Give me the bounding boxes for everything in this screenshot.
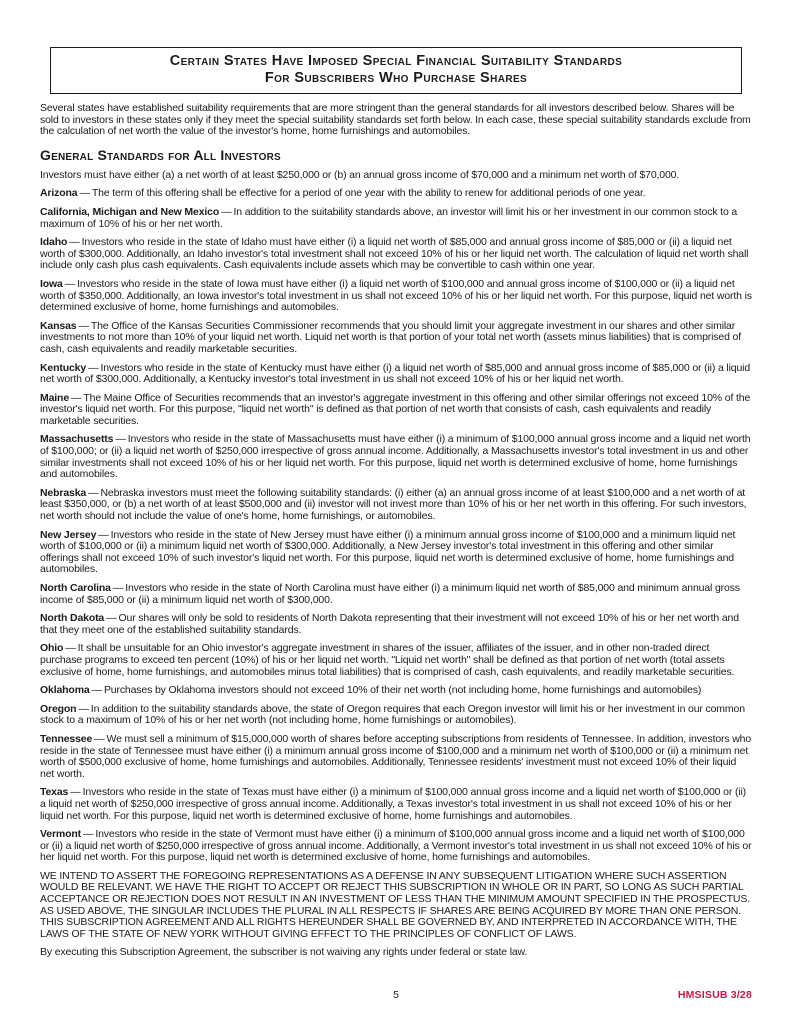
state-paragraph bbox=[40, 787, 752, 822]
em-dash: — bbox=[98, 528, 109, 541]
paragraph-text: Investors who reside in the state of New Jersey must have either (i) a minimum annual gross income of $100,000 and a minimum liquid net worth of $100,000 or (ii) a minimum liquid net worth of $300,000. Additionally, a New Jersey investor's total investment in this offering and other similar offerings shall not exceed 10% of such investor's liquid net worth. For this purpose, liquid net worth is determined exclusive of home, home furnishings and automobiles. bbox=[40, 528, 736, 576]
body-paragraph bbox=[40, 170, 752, 182]
state-paragraph bbox=[40, 643, 752, 678]
paragraph-text: In addition to the suitability standards above, an investor will limit his or her investment in our common stock to a maximum of 10% of his or her net worth. bbox=[40, 205, 738, 230]
state-name: Texas bbox=[40, 786, 69, 799]
doc-code: HMSISUB 3/28 bbox=[677, 989, 752, 1001]
paragraph-text: Investors who reside in the state of Kentucky must have either (i) a liquid net worth of $85,000 and annual gross income of $85,000 or (ii) a liquid net worth of $300,000. Additionally, a Kentucky investor's total investment in us shall not exceed 10% of his or her liquid net worth. bbox=[40, 361, 751, 386]
state-paragraph bbox=[40, 829, 752, 864]
paragraph-text: Investors who reside in the state of Vermont must have either (i) a minimum of $100,000 annual gross income and a liquid net worth of $100,000 or (ii) a liquid net worth of $250,000 irrespective of gross annual income. Additionally, a Vermont investor's total investment in us shall not exceed 10% of his or her liquid net worth. For this purpose, liquid net worth is determined exclusive of home, home furnishings and automobiles. bbox=[40, 828, 752, 864]
em-dash: — bbox=[82, 828, 94, 841]
state-paragraph bbox=[40, 734, 752, 780]
state-name: Idaho bbox=[40, 236, 68, 249]
em-dash: — bbox=[88, 486, 99, 499]
em-dash: — bbox=[221, 205, 232, 218]
state-paragraph bbox=[40, 685, 752, 697]
state-paragraph bbox=[40, 207, 752, 230]
em-dash: — bbox=[88, 361, 99, 374]
state-paragraph bbox=[40, 363, 752, 386]
state-paragraph bbox=[40, 530, 752, 576]
paragraph-text: Our shares will only be sold to residents of North Dakota representing that their investment will not exceed 10% of his or her net worth and that they meet one of the established suitability standards. bbox=[40, 612, 739, 636]
em-dash: — bbox=[69, 236, 80, 249]
state-paragraph bbox=[40, 613, 752, 636]
state-name: Oklahoma bbox=[40, 684, 90, 697]
state-paragraph bbox=[40, 279, 752, 314]
paragraph-list bbox=[40, 170, 752, 959]
body-paragraph bbox=[40, 871, 752, 941]
state-paragraph bbox=[40, 237, 752, 272]
paragraph-text: We must sell a minimum of $15,000,000 worth of shares before accepting subscriptions from residents of Tennessee. In addition, investors who reside in the state of Tennessee must have either (i) a minimum annual gross income of $100,000 and a minimum net worth of $100,000 or (ii) a minimum net worth of $500,000 exclusive of home, home furnishings and automobiles. Additionally, Tennessee residents' investment must not exceed 10% of their liquid net worth. bbox=[40, 732, 752, 780]
em-dash: — bbox=[106, 612, 117, 625]
body-paragraph bbox=[40, 947, 752, 959]
state-name: Nebraska bbox=[40, 486, 87, 499]
paragraph-text: In addition to the suitability standards above, the state of Oregon requires that each Oregon investor will limit his or her investment in our common stock to a maximum of 10% of his or her net worth (not including home, home furnishings or automobiles). bbox=[40, 702, 745, 727]
paragraph-text: Purchases by Oklahoma investors should not exceed 10% of their net worth (not including home, home furnishings and automobiles) bbox=[103, 684, 702, 697]
em-dash: — bbox=[71, 391, 82, 404]
page-number: 5 bbox=[393, 989, 399, 1001]
paragraph-text: The Maine Office of Securities recommends that an investor's aggregate investment in this offering and other similar offerings not exceed 10% of the investor's liquid net worth. For this purpose, "liquid net worth" is defined as that portion of net worth that consists of cash, cash equivalents and readily marketable securities. bbox=[40, 391, 751, 427]
title-line-2: For Subscribers Who Purchase Shares bbox=[264, 70, 528, 86]
state-name: Arizona bbox=[40, 187, 78, 200]
paragraph-text: Investors who reside in the state of Massachusetts must have either (i) a minimum of $100,000 annual gross income and a liquid net worth of $100,000; or (ii) a liquid net worth of $250,000 irrespective of gross annual income. Additionally, a Massachusetts investor's total investment in us and other similar investments shall not exceed 10% of his or her liquid net worth. For this purpose, liquid net worth is determined exclusive of home, home furnishings and automobiles. bbox=[40, 433, 751, 481]
state-name: Ohio bbox=[40, 642, 64, 655]
paragraph-text: The Office of the Kansas Securities Commissioner recommends that you should limit your aggregate investment in our shares and other similar investments to not more than 10% of your liquid net worth. Liquid net worth is that portion of your total net worth (assets minus liabilities) that is comprised of cash, cash equivalents and readily marketable securities. bbox=[40, 319, 741, 355]
paragraph-text: Investors who reside in the state of North Carolina must have either (i) a minimum liquid net worth of $85,000 and minimum annual gross income of $85,000 or (ii) a minimum liquid net worth of $300,000. bbox=[40, 582, 740, 606]
title-line-1: Certain States Have Imposed Special Financial Suitability Standards bbox=[169, 53, 623, 69]
state-paragraph bbox=[40, 704, 752, 727]
intro-paragraph: Several states have established suitability requirements that are more stringent than the general standards for all investors described below. Shares will be sold to investors in these states only if they meet the special suitability standards set forth below. In each case, these special suitability standards exclude from the calculation of net worth the value of the investor's home, home furnishings and automobiles. bbox=[40, 102, 751, 138]
state-name: Kentucky bbox=[40, 361, 87, 374]
paragraph-text: Investors who reside in the state of Iowa must have either (i) a liquid net worth of $100,000 and annual gross income of $100,000 or (ii) a liquid net worth of $350,000. Additionally, an Iowa investor's total investment in us shall not exceed 10% of his or her liquid net worth. For this purpose, liquid net worth is determined exclusive of home, home furnishings and automobiles. bbox=[40, 277, 752, 314]
em-dash: — bbox=[112, 582, 124, 594]
state-name: Kansas bbox=[40, 319, 77, 332]
paragraph-text: By executing this Subscription Agreement, the subscriber is not waiving any rights under federal or state law. bbox=[40, 946, 528, 959]
paragraph-text: WE INTEND TO ASSERT THE FOREGOING REPRESENTATIONS AS A DEFENSE IN ANY SUBSEQUENT LITIGATION WHERE SUCH ASSERTION WOULD BE RELEVANT. WE HAVE THE RIGHT TO ACCEPT OR REJECT THIS SUBSCRIPTION IN WHOLE OR IN PART, SO LONG AS SUCH PARTIAL ACCEPTANCE OR REJECTION DOES NOT RESULT IN AN INVESTMENT OF LESS THAN THE MINIMUM AMOUNT SPECIFIED IN THE PROSPECTUS. AS USED ABOVE, THE SINGULAR INCLUDES THE PLURAL IN ALL RESPECTS IF SHARES ARE BEING ACQUIRED BY MORE THAN ONE PERSON. THIS SUBSCRIPTION AGREEMENT AND ALL RIGHTS HEREUNDER SHALL BE GOVERNED BY, AND INTERPRETED IN ACCORDANCE WITH, THE LAWS OF THE STATE OF NEW YORK WITHOUT GIVING EFFECT TO THE PRINCIPLES OF CONFLICT OF LAWS. bbox=[40, 869, 750, 940]
em-dash: — bbox=[79, 187, 90, 200]
state-name: Tennessee bbox=[40, 732, 93, 745]
state-name: Massachusetts bbox=[40, 433, 114, 446]
state-name: Vermont bbox=[40, 828, 81, 841]
state-paragraph bbox=[40, 393, 752, 428]
em-dash: — bbox=[78, 319, 89, 332]
page-footer bbox=[40, 990, 752, 1004]
section-heading: General Standards for All Investors bbox=[40, 146, 281, 163]
paragraph-text: Investors must have either (a) a net worth of at least $250,000 or (b) an annual gross income of $70,000 and a minimum net worth of $70,000. bbox=[40, 168, 680, 181]
state-name: California, Michigan and New Mexico bbox=[40, 205, 220, 218]
em-dash: — bbox=[64, 277, 76, 290]
state-name: New Jersey bbox=[40, 528, 97, 541]
state-paragraph bbox=[40, 488, 752, 523]
em-dash: — bbox=[94, 732, 105, 745]
state-name: Oregon bbox=[40, 702, 77, 715]
em-dash: — bbox=[91, 684, 102, 697]
state-paragraph bbox=[40, 583, 752, 606]
paragraph-text: Investors who reside in the state of Idaho must have either (i) a liquid net worth of $85,000 and annual gross income of $85,000 or (ii) a liquid net worth of $300,000. Additionally, an Idaho investor's total investment shall not exceed 10% of his or her liquid net worth. The calculation of liquid net worth shall include only cash plus cash equivalents. Cash equivalents include assets which may be convertible to cash within one year. bbox=[40, 236, 749, 272]
paragraph-text: Nebraska investors must meet the following suitability standards: (i) either (a) an annual gross income of at least $100,000 and a net worth of at least $350,000, or (b) a net worth of at least $500,000 and (ii) investor will not invest more than 10% of his or her net worth in this offering. For such investors, net worth should not include the value of one's home, home furnishings, or automobiles. bbox=[40, 486, 747, 523]
state-paragraph bbox=[40, 188, 752, 200]
state-paragraph bbox=[40, 321, 752, 356]
state-name: Maine bbox=[40, 391, 70, 404]
state-name: Iowa bbox=[40, 277, 63, 290]
title-box bbox=[50, 47, 742, 94]
state-paragraph bbox=[40, 434, 752, 480]
em-dash: — bbox=[65, 642, 76, 655]
em-dash: — bbox=[70, 786, 81, 799]
em-dash: — bbox=[115, 433, 126, 446]
paragraph-text: Investors who reside in the state of Texas must have either (i) a minimum of $100,000 annual gross income and a liquid net worth of $100,000 or (ii) a liquid net worth of $250,000 irrespective of gross annual income. Additionally, a Texas investor's total investment in us shall not exceed 10% of his or her liquid net worth. For this purpose, liquid net worth is determined exclusive of home, home furnishings and automobiles. bbox=[40, 786, 747, 822]
em-dash: — bbox=[78, 702, 89, 715]
state-name: North Carolina bbox=[40, 582, 111, 594]
paragraph-text: The term of this offering shall be effective for a period of one year with the ability to renew for additional periods of one year. bbox=[91, 187, 646, 200]
paragraph-text: It shall be unsuitable for an Ohio investor's aggregate investment in shares of the issuer, affiliates of the issuer, and in other non-traded direct purchase programs to exceed ten percent (10%) of his or her liquid net worth. "Liquid net worth" shall be defined as that portion of net worth (total assets exclusive of home, home furnishings, and automobiles minus total liabilities) that is comprised of cash, cash equivalents, and readily marketable securities. bbox=[40, 642, 735, 678]
state-name: North Dakota bbox=[40, 612, 105, 625]
